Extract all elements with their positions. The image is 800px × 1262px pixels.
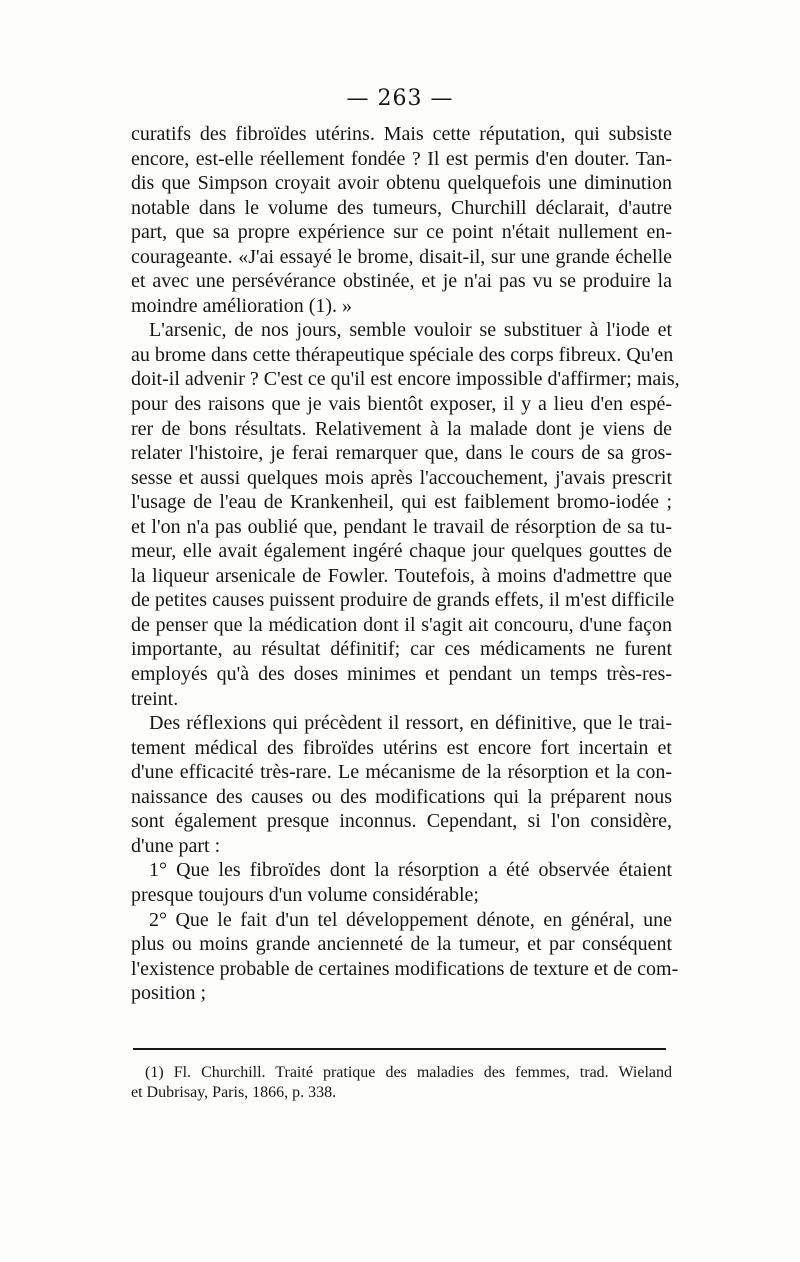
text-line: au brome dans cette thérapeutique spéciale des corps fibreux. Qu'en	[131, 343, 674, 366]
text-line: position ;	[131, 982, 207, 1005]
text-line: plus ou moins grande ancienneté de la tumeur, et par conséquent	[131, 933, 672, 956]
text-line: L'arsenic, de nos jours, semble vouloir se substituer à l'iode et	[149, 319, 672, 342]
text-line: rer de bons résultats. Relativement à la malade dont je viens de	[131, 417, 672, 440]
page-number: — 263 —	[346, 86, 454, 111]
text-line: meur, elle avait également ingéré chaque jour quelques gouttes de	[131, 540, 672, 563]
body-text	[131, 122, 680, 1006]
text-line: importante, au résultat définitif; car ces médicaments ne furent	[131, 638, 672, 661]
text-line: dis que Simpson croyait avoir obtenu quelquefois une diminution	[131, 172, 672, 195]
text-line: 1° Que les fibroïdes dont la résorption a été observée étaient	[149, 859, 672, 882]
text-line: la liqueur arsenicale de Fowler. Toutefois, à moins d'admettre que	[131, 564, 672, 587]
text-line: doit-il advenir ? C'est ce qu'il est encore impossible d'affirmer; mais,	[131, 368, 680, 391]
text-line: moindre amélioration (1). »	[131, 294, 353, 317]
text-line: part, que sa propre expérience sur ce point n'était nullement en-	[131, 221, 672, 244]
text-line: presque toujours d'un volume considérable;	[131, 883, 479, 906]
text-line: curatifs des fibroïdes utérins. Mais cette réputation, qui subsiste	[131, 123, 672, 145]
text-line: Des réflexions qui précèdent il ressort, en définitive, que le trai-	[149, 712, 672, 735]
footnote	[131, 1063, 672, 1102]
footnote-line: et Dubrisay, Paris, 1866, p. 338.	[131, 1083, 337, 1101]
text-line: l'existence probable de certaines modifications de texture et de com-	[131, 957, 679, 980]
text-line: courageante. «J'ai essayé le brome, disait-il, sur une grande échelle	[131, 245, 672, 268]
text-line: sesse et aussi quelques mois après l'accouchement, j'avais prescrit	[131, 466, 672, 489]
text-line: naissance des causes ou des modifications qui la préparent nous	[131, 785, 672, 808]
text-line: de petites causes puissent produire de grands effets, il m'est difficile	[131, 589, 675, 612]
text-line: et l'on n'a pas oublié que, pendant le travail de résorption de sa tu-	[131, 515, 672, 538]
text-line: notable dans le volume des tumeurs, Churchill déclarait, d'autre	[131, 196, 672, 219]
text-line: pour des raisons que je vais bientôt exposer, il y a lieu d'en espé-	[131, 393, 672, 416]
text-line: 2° Que le fait d'un tel développement dénote, en général, une	[149, 908, 672, 931]
text-line: employés qu'à des doses minimes et pendant un temps très-res-	[131, 663, 672, 686]
text-line: tement médical des fibroïdes utérins est encore fort incertain et	[131, 736, 672, 759]
footnote-divider	[133, 1048, 666, 1050]
text-line: encore, est-elle réellement fondée ? Il est permis d'en douter. Tan-	[131, 147, 672, 170]
text-line: treint.	[131, 687, 179, 710]
text-line: sont également presque inconnus. Cependant, si l'on considère,	[131, 810, 672, 833]
text-line: l'usage de l'eau de Krankenheil, qui est faiblement bromo-iodée ;	[131, 491, 672, 514]
text-line: d'une part :	[131, 834, 221, 857]
text-line: d'une efficacité très-rare. Le mécanisme de la résorption et la con-	[131, 761, 672, 784]
text-line: relater l'histoire, je ferai remarquer que, dans le cours de sa gros-	[131, 442, 672, 465]
text-line: de penser que la médication dont il s'agit ait concouru, d'une façon	[131, 613, 672, 636]
text-line: et avec une persévérance obstinée, et je n'ai pas vu se produire la	[131, 270, 672, 293]
footnote-line: (1) Fl. Churchill. Traité pratique des maladies des femmes, trad. Wieland	[145, 1064, 672, 1081]
